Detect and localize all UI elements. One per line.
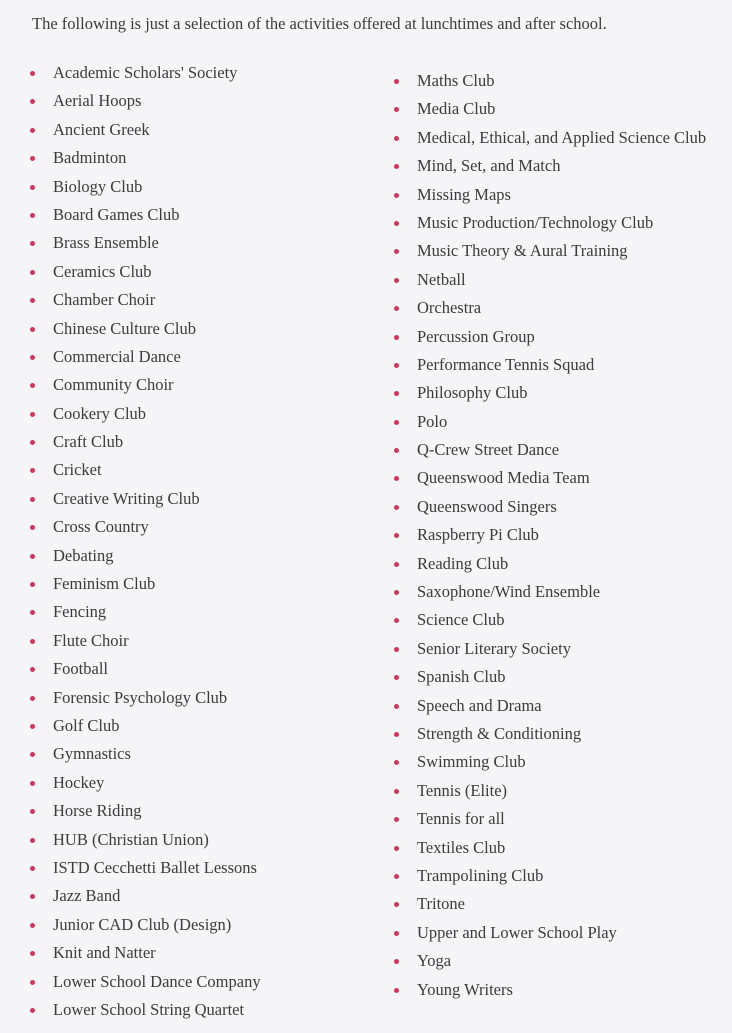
activity-list-item [394, 351, 706, 379]
activity-list-item [394, 635, 706, 663]
activity-name: Yoga [417, 951, 452, 971]
bullet-icon [394, 363, 399, 368]
activity-list-item [394, 748, 706, 776]
activity-list-item [394, 124, 706, 152]
activity-name: Young Writers [417, 979, 513, 999]
bullet-icon [30, 128, 35, 133]
bullet-icon [394, 249, 399, 254]
activity-name: Speech and Drama [417, 695, 542, 715]
activity-name: Polo [417, 411, 448, 431]
activity-name: Gymnastics [53, 744, 131, 764]
bullet-icon [30, 185, 35, 190]
activity-name: Community Choir [53, 375, 174, 395]
activity-name: Flute Choir [53, 630, 129, 650]
bullet-icon [30, 71, 35, 76]
bullet-icon [30, 1008, 35, 1013]
activity-list-item [394, 720, 706, 748]
activity-name: HUB (Christian Union) [53, 829, 209, 849]
bullet-icon [394, 590, 399, 595]
activity-name: Mind, Set, and Match [417, 156, 561, 176]
activity-list-item [30, 485, 261, 513]
bullet-icon [394, 704, 399, 709]
bullet-icon [30, 525, 35, 530]
activity-name: Raspberry Pi Club [417, 525, 539, 545]
bullet-icon [30, 610, 35, 615]
bullet-icon [30, 412, 35, 417]
activity-list-item [30, 712, 261, 740]
activity-list-item [30, 627, 261, 655]
activity-name: Saxophone/Wind Ensemble [417, 582, 601, 602]
intro-text: The following is just a selection of the activities offered at lunchtimes and after school. [32, 14, 607, 33]
bullet-icon [30, 894, 35, 899]
activity-list-item [394, 834, 706, 862]
bullet-icon [30, 383, 35, 388]
bullet-icon [30, 866, 35, 871]
activity-name: Textiles Club [417, 837, 506, 857]
activity-name: Tritone [417, 894, 465, 914]
activity-list-item [30, 513, 261, 541]
activity-name: Cricket [53, 460, 102, 480]
bullet-icon [394, 107, 399, 112]
activity-name: Fencing [53, 602, 107, 622]
activity-name: Netball [417, 269, 466, 289]
bullet-icon [30, 980, 35, 985]
bullet-icon [394, 505, 399, 510]
activity-list-item [30, 769, 261, 797]
bullet-icon [394, 988, 399, 993]
activity-name: Junior CAD Club (Design) [53, 914, 232, 934]
activity-name: Chamber Choir [53, 290, 156, 310]
activity-list-item [30, 854, 261, 882]
activity-name: Chinese Culture Club [53, 318, 196, 338]
bullet-icon [30, 951, 35, 956]
bullet-icon [30, 468, 35, 473]
activity-name: Tennis for all [417, 809, 505, 829]
activity-list-item [394, 408, 706, 436]
activity-name: ISTD Cecchetti Ballet Lessons [53, 857, 257, 877]
activity-list-item [394, 805, 706, 833]
activity-list-right [394, 67, 706, 1004]
activity-list-item [394, 890, 706, 918]
bullet-icon [394, 136, 399, 141]
activity-name: Lower School Dance Company [53, 971, 261, 991]
activity-name: Jazz Band [53, 886, 121, 906]
bullet-icon [394, 760, 399, 765]
activity-list-item [30, 740, 261, 768]
activity-name: Debating [53, 545, 114, 565]
activity-name: Tennis (Elite) [417, 780, 508, 800]
activity-list-item [394, 464, 706, 492]
bullet-icon [394, 817, 399, 822]
activity-list-item [394, 266, 706, 294]
bullet-icon [394, 533, 399, 538]
activity-list-item [30, 996, 261, 1024]
bullet-icon [30, 440, 35, 445]
activity-list-item [30, 655, 261, 683]
bullet-icon [30, 156, 35, 161]
bullet-icon [394, 164, 399, 169]
activity-name: Feminism Club [53, 574, 156, 594]
activity-name: Horse Riding [53, 801, 142, 821]
bullet-icon [30, 923, 35, 928]
activity-list-item [30, 286, 261, 314]
bullet-icon [30, 809, 35, 814]
activity-list-item [30, 400, 261, 428]
activity-list-item [30, 598, 261, 626]
bullet-icon [394, 562, 399, 567]
bullet-icon [394, 278, 399, 283]
activity-name: Hockey [53, 772, 105, 792]
activity-name: Missing Maps [417, 184, 511, 204]
activity-list-item [30, 542, 261, 570]
activity-list-item [394, 692, 706, 720]
activity-list-item [394, 919, 706, 947]
activity-name: Brass Ensemble [53, 233, 159, 253]
activity-name: Badminton [53, 148, 127, 168]
activity-name: Spanish Club [417, 667, 506, 687]
bullet-icon [30, 355, 35, 360]
activity-list-item [394, 209, 706, 237]
activity-name: Craft Club [53, 432, 124, 452]
activity-list-item [394, 323, 706, 351]
activity-list-item [394, 237, 706, 265]
bullet-icon [394, 902, 399, 907]
activity-name: Knit and Natter [53, 943, 156, 963]
activity-list-item [30, 87, 261, 115]
bullet-icon [394, 732, 399, 737]
bullet-icon [30, 270, 35, 275]
activity-list-item [394, 550, 706, 578]
activity-name: Maths Club [417, 71, 495, 90]
bullet-icon [30, 724, 35, 729]
activity-name: Reading Club [417, 553, 509, 573]
bullet-icon [30, 213, 35, 218]
activity-name: Football [53, 659, 109, 679]
bullet-icon [30, 298, 35, 303]
bullet-icon [394, 959, 399, 964]
activity-list-item [394, 181, 706, 209]
activity-name: Upper and Lower School Play [417, 922, 617, 942]
activity-list-item [394, 947, 706, 975]
activity-list-item [30, 882, 261, 910]
activity-name: Biology Club [53, 176, 143, 196]
bullet-icon [30, 639, 35, 644]
activity-list-item [30, 968, 261, 996]
activity-name: Performance Tennis Squad [417, 354, 595, 374]
activity-list-item [394, 67, 706, 95]
activity-list-left [30, 59, 261, 1024]
activity-list-item [30, 371, 261, 399]
bullet-icon [394, 647, 399, 652]
activity-name: Academic Scholars' Society [53, 63, 238, 82]
activity-name: Medical, Ethical, and Applied Science Club [417, 127, 707, 147]
activity-name: Aerial Hoops [53, 91, 142, 111]
activity-list-item [30, 116, 261, 144]
activity-list-item [30, 258, 261, 286]
activity-list-item [394, 436, 706, 464]
activity-name: Commercial Dance [53, 346, 181, 366]
bullet-icon [394, 931, 399, 936]
activity-name: Forensic Psychology Club [53, 687, 228, 707]
activity-list-item [30, 456, 261, 484]
activity-name: Queenswood Media Team [417, 468, 590, 488]
activity-name: Trampolining Club [417, 865, 544, 885]
activity-name: Lower School String Quartet [53, 999, 245, 1019]
activity-list-item [30, 570, 261, 598]
bullet-icon [30, 667, 35, 672]
activity-name: Cookery Club [53, 403, 147, 423]
activity-list-item [30, 315, 261, 343]
activity-list-item [30, 201, 261, 229]
activity-list-item [394, 521, 706, 549]
bullet-icon [30, 554, 35, 559]
activity-name: Philosophy Club [417, 383, 528, 403]
bullet-icon [394, 193, 399, 198]
activity-list-item [394, 663, 706, 691]
activity-list-item [30, 59, 261, 87]
activity-list-item [30, 826, 261, 854]
bullet-icon [394, 391, 399, 396]
bullet-icon [30, 327, 35, 332]
activity-list-item [394, 95, 706, 123]
bullet-icon [30, 696, 35, 701]
activity-list-item [30, 939, 261, 967]
activity-list-item [30, 428, 261, 456]
bullet-icon [394, 618, 399, 623]
bullet-icon [30, 99, 35, 104]
bullet-icon [394, 874, 399, 879]
bullet-icon [30, 781, 35, 786]
bullet-icon [394, 476, 399, 481]
activity-list-item [30, 229, 261, 257]
activity-name: Golf Club [53, 715, 120, 735]
activity-list-item [394, 777, 706, 805]
activity-name: Creative Writing Club [53, 488, 200, 508]
bullet-icon [394, 306, 399, 311]
activity-name: Strength & Conditioning [417, 723, 582, 743]
activity-name: Percussion Group [417, 326, 535, 346]
activity-name: Music Production/Technology Club [417, 212, 654, 232]
activity-list-item [394, 379, 706, 407]
activity-name: Senior Literary Society [417, 638, 571, 658]
bullet-icon [394, 448, 399, 453]
bullet-icon [394, 79, 399, 84]
activity-name: Orchestra [417, 298, 482, 318]
bullet-icon [30, 241, 35, 246]
activity-name: Ceramics Club [53, 261, 152, 281]
activity-list-item [30, 911, 261, 939]
activity-list-item [30, 144, 261, 172]
bullet-icon [30, 752, 35, 757]
activity-list-item [394, 862, 706, 890]
activity-list-item [30, 173, 261, 201]
activity-list-item [394, 493, 706, 521]
activity-list-item [30, 343, 261, 371]
activity-name: Board Games Club [53, 204, 180, 224]
bullet-icon [394, 420, 399, 425]
activity-name: Q-Crew Street Dance [417, 440, 560, 460]
bullet-icon [30, 838, 35, 843]
activity-name: Music Theory & Aural Training [417, 241, 628, 261]
activity-list-item [394, 606, 706, 634]
activity-name: Queenswood Singers [417, 496, 557, 516]
activity-list-item [394, 294, 706, 322]
bullet-icon [30, 497, 35, 502]
bullet-icon [394, 846, 399, 851]
bullet-icon [394, 789, 399, 794]
activity-list-item [394, 152, 706, 180]
bullet-icon [30, 582, 35, 587]
bullet-icon [394, 675, 399, 680]
activity-list-item [30, 797, 261, 825]
activity-list-item [394, 976, 706, 1004]
bullet-icon [394, 221, 399, 226]
activity-name: Science Club [417, 610, 505, 630]
bullet-icon [394, 335, 399, 340]
activity-name: Swimming Club [417, 752, 526, 772]
activity-name: Media Club [417, 99, 496, 119]
activity-list-item [394, 578, 706, 606]
activity-name: Cross Country [53, 517, 149, 537]
activity-name: Ancient Greek [53, 119, 150, 139]
activity-list-item [30, 684, 261, 712]
